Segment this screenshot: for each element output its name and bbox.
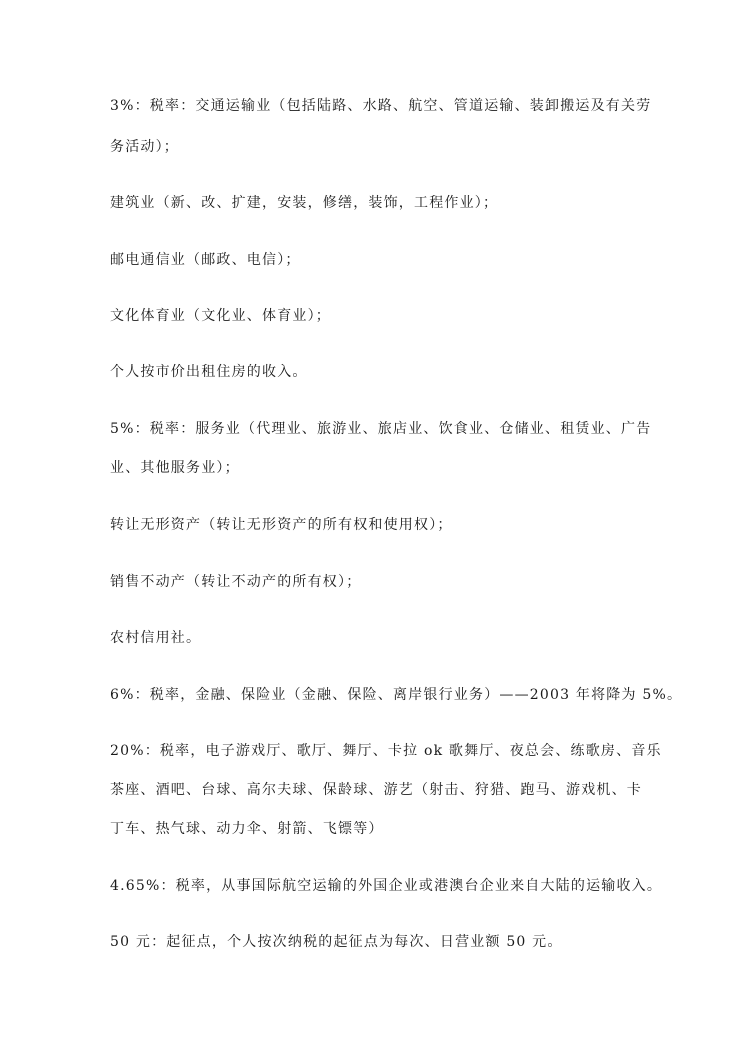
para-10-line-1: 6%：税率，金融、保险业（金融、保险、离岸银行业务）——2003 年将降为 5%。: [110, 687, 683, 703]
para-7-line-1: 转让无形资产（转让无形资产的所有权和使用权）；: [110, 517, 453, 533]
para-4-line-1: 文化体育业（文化业、体育业）；: [110, 308, 331, 324]
para-2-line-1: 建筑业（新、改、扩建，安装，修缮，装饰，工程作业）；: [110, 195, 499, 211]
para-5-line-1: 个人按市价出租住房的收入。: [110, 364, 308, 380]
para-12-line-1: 4.65%：税率，从事国际航空运输的外国企业或港澳台企业来自大陆的运输收入。: [110, 878, 663, 894]
para-9-line-1: 农村信用社。: [110, 630, 202, 646]
para-1-line-2: 务活动）；: [110, 139, 179, 155]
para-11-line-3: 丁车、热气球、动力伞、射箭、飞镖等）: [110, 821, 384, 837]
para-8-line-1: 销售不动产（转让不动产的所有权）；: [110, 574, 362, 590]
para-13-line-1: 50 元：起征点，个人按次纳税的起征点为每次、日营业额 50 元。: [110, 934, 563, 950]
para-1-line-1: 3%：税率：交通运输业（包括陆路、水路、航空、管道运输、装卸搬运及有关劳: [110, 98, 652, 114]
para-11-line-1: 20%：税率，电子游戏厅、歌厅、舞厅、卡拉 ok 歌舞厅、夜总会、练歌房、音乐: [110, 743, 662, 759]
para-6-line-1: 5%：税率：服务业（代理业、旅游业、旅店业、饮食业、仓储业、租赁业、广告: [110, 421, 652, 437]
para-11-line-2: 茶座、酒吧、台球、高尔夫球、保龄球、游艺（射击、狩猎、跑马、游戏机、卡: [110, 782, 642, 798]
para-6-line-2: 业、其他服务业）；: [110, 460, 240, 476]
para-3-line-1: 邮电通信业（邮政、电信）；: [110, 252, 301, 268]
